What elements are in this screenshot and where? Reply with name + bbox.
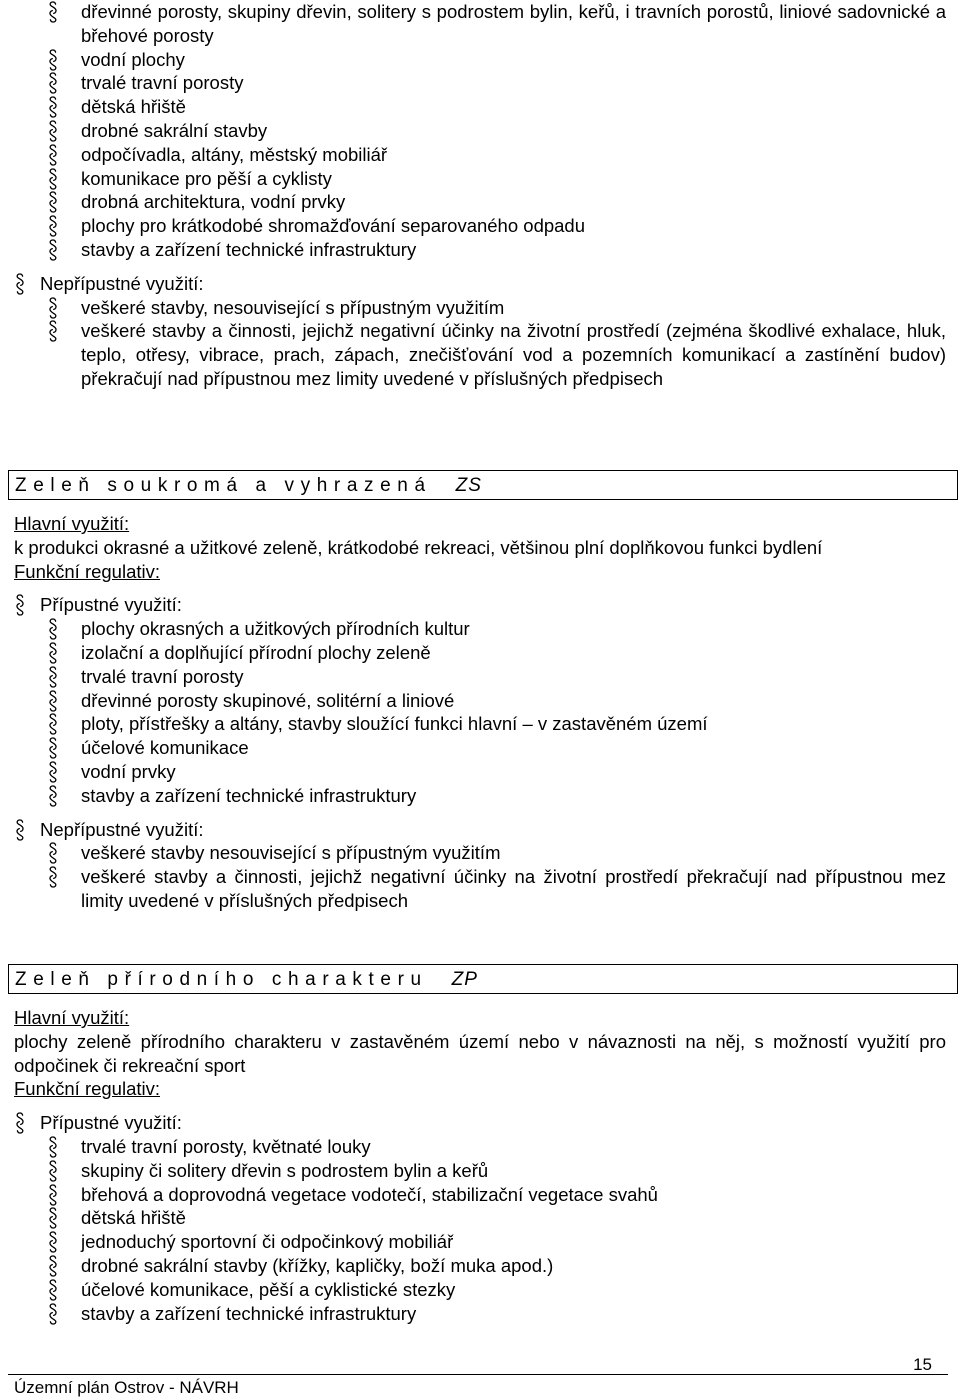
section-sign-bullet-icon <box>47 641 59 665</box>
list-item-text: ploty, přístřešky a altány, stavby sloužící funkci hlavní – v zastavěném území <box>81 713 708 735</box>
list-item-text: stavby a zařízení technické infrastruktury <box>81 784 417 806</box>
section-code: ZP <box>451 969 478 990</box>
section-sign-bullet-icon <box>47 95 59 119</box>
prohibited-label: Nepřípustné využití: <box>40 818 204 840</box>
list-item-text: komunikace pro pěší a cyklisty <box>81 167 332 189</box>
list-item <box>14 143 946 167</box>
list-item <box>14 319 946 390</box>
section-code: ZS <box>455 475 482 496</box>
section-sign-bullet-icon <box>47 1135 59 1159</box>
list-item <box>14 71 946 95</box>
list-item <box>14 1278 946 1302</box>
list-item-text: izolační a doplňující přírodní plochy zeleně <box>81 641 431 663</box>
list-item-text: trvalé travní porosty <box>81 665 244 687</box>
section-title: Zeleň přírodního charakteru <box>15 969 428 990</box>
section-sign-bullet-icon <box>47 736 59 760</box>
section-sign-bullet-icon <box>47 617 59 641</box>
list-item-text: trvalé travní porosty <box>81 72 244 94</box>
section-sign-bullet-icon <box>47 190 59 214</box>
list-item <box>14 712 946 736</box>
main-use-label: Hlavní využití: <box>14 513 130 534</box>
list-item <box>14 214 946 238</box>
list-item <box>14 760 946 784</box>
section-title: Zeleň soukromá a vyhrazená <box>15 475 432 496</box>
section-header <box>8 964 958 994</box>
list-item-text: plochy okrasných a užitkových přírodních kultur <box>81 618 470 640</box>
list-item-text: vodní plochy <box>81 48 185 70</box>
list-item-text: odpočívadla, altány, městský mobiliář <box>81 143 388 165</box>
list-item <box>14 1230 946 1254</box>
list-item-text: dětská hřiště <box>81 1207 186 1229</box>
section-sign-bullet-icon <box>47 48 59 72</box>
section-sign-bullet-icon <box>47 1159 59 1183</box>
page-footer <box>8 1374 948 1397</box>
section-sign-bullet-icon <box>47 214 59 238</box>
section-sign-bullet-icon <box>14 1111 26 1135</box>
permitted-heading <box>14 593 946 617</box>
page-number: 15 <box>913 1355 932 1374</box>
list-item-text: účelové komunikace <box>81 737 249 759</box>
list-item <box>14 784 946 808</box>
section-sign-bullet-icon <box>47 712 59 736</box>
section-sign-bullet-icon <box>14 272 26 296</box>
list-item-text: veškeré stavby a činnosti, jejichž negativní účinky na životní prostředí překračují nad přípustnou mez limity uvedené v příslušných předpisech <box>81 866 946 911</box>
section-sign-bullet-icon <box>47 1183 59 1207</box>
list-item-text: drobná architektura, vodní prvky <box>81 191 346 213</box>
list-item <box>14 841 946 865</box>
section-sign-bullet-icon <box>47 689 59 713</box>
section-sign-bullet-icon <box>47 1230 59 1254</box>
list-item-text: účelové komunikace, pěší a cyklistické stezky <box>81 1278 456 1300</box>
section-sign-bullet-icon <box>47 841 59 865</box>
list-item-text: trvalé travní porosty, květnaté louky <box>81 1135 371 1157</box>
section-sign-bullet-icon <box>47 760 59 784</box>
list-item <box>14 1254 946 1278</box>
prohibited-label: Nepřípustné využití: <box>40 272 204 294</box>
section-sign-bullet-icon <box>47 1278 59 1302</box>
list-item-text: drobné sakrální stavby <box>81 119 268 141</box>
section-sign-bullet-icon <box>47 1254 59 1278</box>
section-sign-bullet-icon <box>47 119 59 143</box>
list-item-text: vodní prvky <box>81 760 176 782</box>
section-sign-bullet-icon <box>14 818 26 842</box>
section-sign-bullet-icon <box>47 71 59 95</box>
list-item <box>14 736 946 760</box>
permitted-heading <box>14 1111 946 1135</box>
list-item <box>14 665 946 689</box>
section-sign-bullet-icon <box>47 238 59 262</box>
list-item-text: veškeré stavby nesouvisející s přípustným využitím <box>81 842 501 864</box>
section-sign-bullet-icon <box>47 319 59 343</box>
list-item <box>14 48 946 72</box>
list-item <box>14 1135 946 1159</box>
list-item-text: dřevinné porosty skupinové, solitérní a liniové <box>81 689 455 711</box>
list-item <box>14 1159 946 1183</box>
section-sign-bullet-icon <box>47 296 59 320</box>
section-sign-bullet-icon <box>47 143 59 167</box>
section-sign-bullet-icon <box>14 593 26 617</box>
list-item-text: veškeré stavby, nesouvisející s přípustným využitím <box>81 296 505 318</box>
regulation-label: Funkční regulativ: <box>14 1078 161 1100</box>
list-item <box>14 617 946 641</box>
section-zs <box>14 470 946 913</box>
main-use-text: k produkci okrasné a užitkové zeleně, krátkodobé rekreaci, většinou plní doplňkovou funkci bydlení <box>14 536 823 558</box>
prohibited-heading <box>14 818 946 842</box>
list-item-text: skupiny či solitery dřevin s podrostem bylin a keřů <box>81 1159 489 1181</box>
list-item <box>14 1183 946 1207</box>
list-item-text: plochy pro krátkodobé shromažďování separovaného odpadu <box>81 215 586 237</box>
list-item-text: dřevinné porosty, skupiny dřevin, solitery s podrostem bylin, keřů, i travních porostů, liniové sadovnické a břehové porosty <box>81 1 946 46</box>
list-item-text: stavby a zařízení technické infrastruktury <box>81 238 417 260</box>
section-sign-bullet-icon <box>47 1302 59 1326</box>
section-zp <box>14 964 946 1325</box>
list-item <box>14 689 946 713</box>
list-item <box>14 1302 946 1326</box>
list-item <box>14 0 946 48</box>
list-item <box>14 119 946 143</box>
section-header <box>8 470 958 500</box>
section-sign-bullet-icon <box>47 865 59 889</box>
list-item <box>14 641 946 665</box>
list-continued <box>14 0 946 391</box>
section-sign-bullet-icon <box>47 784 59 808</box>
main-use-label: Hlavní využití: <box>14 1007 130 1028</box>
permitted-label: Přípustné využití: <box>40 1112 182 1134</box>
list-item-text: drobné sakrální stavby (křížky, kapličky, boží muka apod.) <box>81 1254 554 1276</box>
list-item <box>14 865 946 913</box>
list-item <box>14 190 946 214</box>
list-item <box>14 1206 946 1230</box>
section-sign-bullet-icon <box>47 167 59 191</box>
section-sign-bullet-icon <box>47 0 59 24</box>
prohibited-heading <box>14 272 946 296</box>
list-item <box>14 167 946 191</box>
section-sign-bullet-icon <box>47 665 59 689</box>
main-use-text: plochy zeleně přírodního charakteru v zastavěném území nebo v návaznosti na něj, s možností využití pro odpočinek či rekreační sport <box>14 1030 946 1076</box>
section-sign-bullet-icon <box>47 1206 59 1230</box>
list-item-text: dětská hřiště <box>81 96 186 118</box>
list-item-text: veškeré stavby a činnosti, jejichž negativní účinky na životní prostředí (zejména škodlivé exhalace, hluk, teplo, otřesy, vibrace, prach, zápach, znečišťování vod a pozemních komunikací a zastínění budov) překračují nad přípustnou mez limity uvedené v příslušných předpisech <box>81 320 946 389</box>
list-item <box>14 296 946 320</box>
permitted-label: Přípustné využití: <box>40 594 182 616</box>
list-item <box>14 238 946 262</box>
regulation-label: Funkční regulativ: <box>14 560 161 582</box>
list-item-text: břehová a doprovodná vegetace vodotečí, stabilizační vegetace svahů <box>81 1183 658 1205</box>
footer-title: Územní plán Ostrov - NÁVRH <box>14 1378 239 1397</box>
list-item-text: stavby a zařízení technické infrastruktury <box>81 1302 417 1324</box>
list-item-text: jednoduchý sportovní či odpočinkový mobiliář <box>81 1231 454 1253</box>
list-item <box>14 95 946 119</box>
